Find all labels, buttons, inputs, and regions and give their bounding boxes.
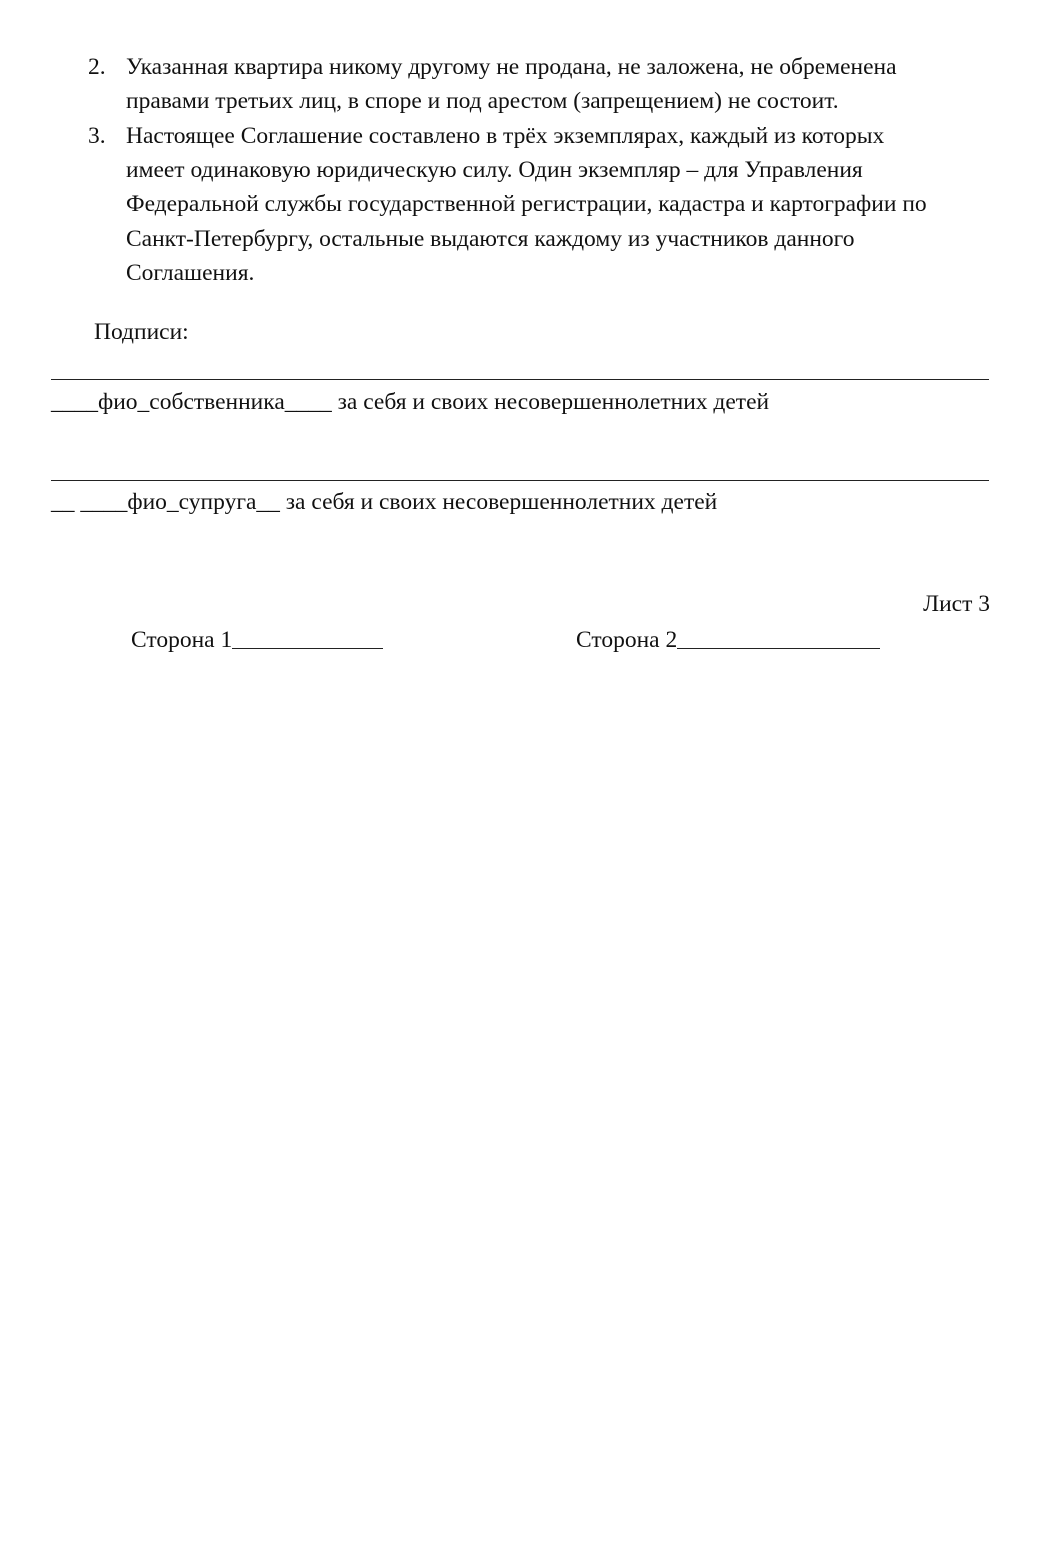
party-2-signature: [576, 623, 880, 657]
clause-text-line: Настоящее Соглашение составлено в трёх экземплярах, каждый из которых: [126, 123, 885, 149]
clause-number: 3.: [88, 123, 106, 149]
clause-text-line: имеет одинаковую юридическую силу. Один экземпляр – для Управления: [126, 157, 863, 184]
owner-signature-line: [51, 379, 989, 380]
clause-text-line: Указанная квартира никому другому не продана, не заложена, не обременена: [126, 54, 897, 80]
party-1-signature-blank: [232, 623, 383, 649]
party-1-label: Сторона 1: [131, 627, 233, 653]
clause-text-line: Соглашения.: [126, 259, 255, 286]
clause-number: 2.: [88, 54, 106, 80]
party-1-signature: [131, 623, 383, 657]
signatures-heading: Подписи:: [94, 319, 189, 345]
spouse-signature-line: [51, 480, 989, 481]
clause-text-line: правами третьих лиц, в споре и под арестом (запрещением) не состоит.: [126, 88, 839, 115]
clause-text-line: Санкт-Петербургу, остальные выдаются каждому из участников данного: [126, 225, 855, 252]
clause-text-line: Федеральной службы государственной регистрации, кадастра и картографии по: [126, 191, 927, 218]
party-2-signature-blank: [677, 623, 880, 649]
party-2-label: Сторона 2: [576, 627, 678, 653]
sheet-number: Лист 3: [923, 591, 990, 617]
spouse-signature-caption: __ ____фио_супруга__ за себя и своих несовершеннолетних детей: [51, 489, 718, 515]
owner-signature-caption: ____фио_собственника____ за себя и своих несовершеннолетних детей: [51, 389, 770, 415]
